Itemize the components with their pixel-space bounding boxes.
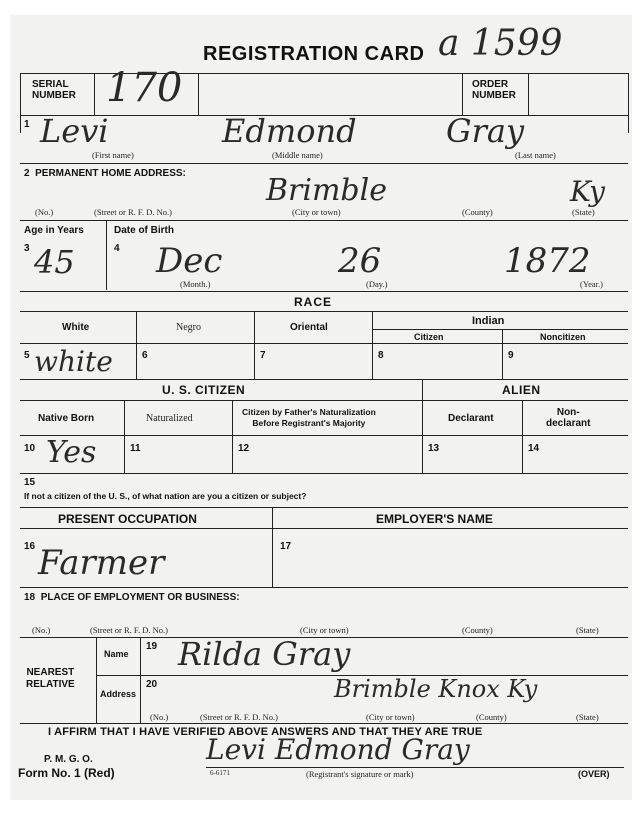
alien-title: ALIEN xyxy=(502,383,541,397)
last-name-value: Gray xyxy=(446,112,525,150)
relative-address-label: Address xyxy=(100,689,137,699)
occupation-value: Farmer xyxy=(38,543,165,583)
native-born-value: Yes xyxy=(46,435,97,470)
form-number-label: Form No. 1 (Red) xyxy=(18,766,115,780)
address-city-label: (City or town) xyxy=(292,207,341,217)
occupation-title: PRESENT OCCUPATION xyxy=(58,512,197,526)
address-street-label: (Street or R. F. D. No.) xyxy=(94,207,172,217)
first-name-value: Levi xyxy=(40,112,109,150)
pmgo-label: P. M. G. O. xyxy=(44,754,93,765)
relative-street-label: (Street or R. F. D. No.) xyxy=(200,712,278,722)
relative-no-label: (No.) xyxy=(150,712,169,722)
employment-place-label: 18 PLACE OF EMPLOYMENT OR BUSINESS: xyxy=(24,592,240,603)
employment-city-label: (City or town) xyxy=(300,625,349,635)
dob-month-value: Dec xyxy=(156,241,223,281)
serial-number-value: 170 xyxy=(106,65,183,111)
field-number-3: 3 xyxy=(24,243,30,254)
field-number-17: 17 xyxy=(280,541,292,552)
field-number-20: 20 xyxy=(146,679,158,690)
dob-day-value: 26 xyxy=(338,241,382,281)
field-number-15: 15 xyxy=(24,477,36,488)
address-county-label: (County) xyxy=(462,207,493,217)
last-name-label: (Last name) xyxy=(515,150,556,160)
field-number-19: 19 xyxy=(146,641,158,652)
race-negro-label: Negro xyxy=(176,322,201,333)
native-born-label: Native Born xyxy=(38,413,95,424)
declarant-label: Declarant xyxy=(448,413,494,424)
field-number-4: 4 xyxy=(114,243,120,254)
affirmation-text: I AFFIRM THAT I HAVE VERIFIED ABOVE ANSWERS AND THAT THEY ARE TRUE xyxy=(48,726,483,738)
address-state-label: (State) xyxy=(572,207,595,217)
relative-name-label: Name xyxy=(104,649,129,659)
dob-month-label: (Month.) xyxy=(180,279,211,289)
home-state-value: Ky xyxy=(570,175,605,208)
field-number-6: 6 xyxy=(142,350,148,361)
employment-no-label: (No.) xyxy=(32,625,51,635)
field-number-9: 9 xyxy=(508,350,514,361)
field-number-11: 11 xyxy=(130,443,141,454)
card-title: REGISTRATION CARD xyxy=(203,43,425,65)
serial-label: SERIAL NUMBER xyxy=(32,79,76,101)
dob-label: Date of Birth xyxy=(114,225,174,236)
middle-name-value: Edmond xyxy=(222,112,357,150)
print-code-label: 6-6171 xyxy=(210,769,230,777)
race-title: RACE xyxy=(294,295,333,309)
race-white-label: White xyxy=(62,322,90,333)
employer-title: EMPLOYER'S NAME xyxy=(376,512,493,526)
field-number-13: 13 xyxy=(428,443,440,454)
naturalized-label: Naturalized xyxy=(146,413,193,424)
employment-county-label: (County) xyxy=(462,625,493,635)
field-number-1: 1 xyxy=(24,119,30,130)
nation-question-label: If not a citizen of the U. S., of what nation are you a citizen or subject? xyxy=(24,491,307,501)
race-oriental-label: Oriental xyxy=(290,322,328,333)
registration-card xyxy=(10,15,632,800)
relative-name-value: Rilda Gray xyxy=(178,635,351,673)
relative-county-label: (County) xyxy=(476,712,507,722)
dob-day-label: (Day.) xyxy=(366,279,388,289)
field-number-12: 12 xyxy=(238,443,250,454)
field-number-8: 8 xyxy=(378,350,384,361)
dob-year-value: 1872 xyxy=(504,241,591,281)
race-white-value: white xyxy=(34,345,113,378)
handwritten-card-id: a 1599 xyxy=(438,23,563,64)
relative-state-label: (State) xyxy=(576,712,599,722)
order-label: ORDER NUMBER xyxy=(472,79,516,101)
relative-city-label: (City or town) xyxy=(366,712,415,722)
relative-address-value: Brimble Knox Ky xyxy=(334,675,538,703)
field-number-16: 16 xyxy=(24,541,36,552)
nondeclarant-label: Non- declarant xyxy=(546,407,591,429)
father-naturalization-label: Citizen by Father's Naturalization Before Registrant's Majority xyxy=(242,407,376,428)
address-no-label: (No.) xyxy=(35,207,54,217)
nearest-relative-label: NEAREST RELATIVE xyxy=(26,667,75,690)
age-label: Age in Years xyxy=(24,225,84,236)
signature-label: (Registrant's signature or mark) xyxy=(306,769,414,779)
home-address-label: 2 PERMANENT HOME ADDRESS: xyxy=(24,168,186,179)
first-name-label: (First name) xyxy=(92,150,134,160)
over-label: (OVER) xyxy=(578,769,610,779)
field-number-14: 14 xyxy=(528,443,540,454)
us-citizen-title: U. S. CITIZEN xyxy=(162,383,246,397)
field-number-10: 10 xyxy=(24,443,36,454)
registrant-signature: Levi Edmond Gray xyxy=(206,733,470,766)
field-number-5: 5 xyxy=(24,350,30,361)
race-citizen-label: Citizen xyxy=(414,332,444,342)
race-indian-label: Indian xyxy=(472,315,505,327)
home-city-value: Brimble xyxy=(266,173,387,208)
dob-year-label: (Year.) xyxy=(580,279,603,289)
middle-name-label: (Middle name) xyxy=(272,150,323,160)
employment-state-label: (State) xyxy=(576,625,599,635)
race-noncitizen-label: Noncitizen xyxy=(540,332,586,342)
employment-street-label: (Street or R. F. D. No.) xyxy=(90,625,168,635)
age-value: 45 xyxy=(34,243,75,281)
field-number-7: 7 xyxy=(260,350,266,361)
